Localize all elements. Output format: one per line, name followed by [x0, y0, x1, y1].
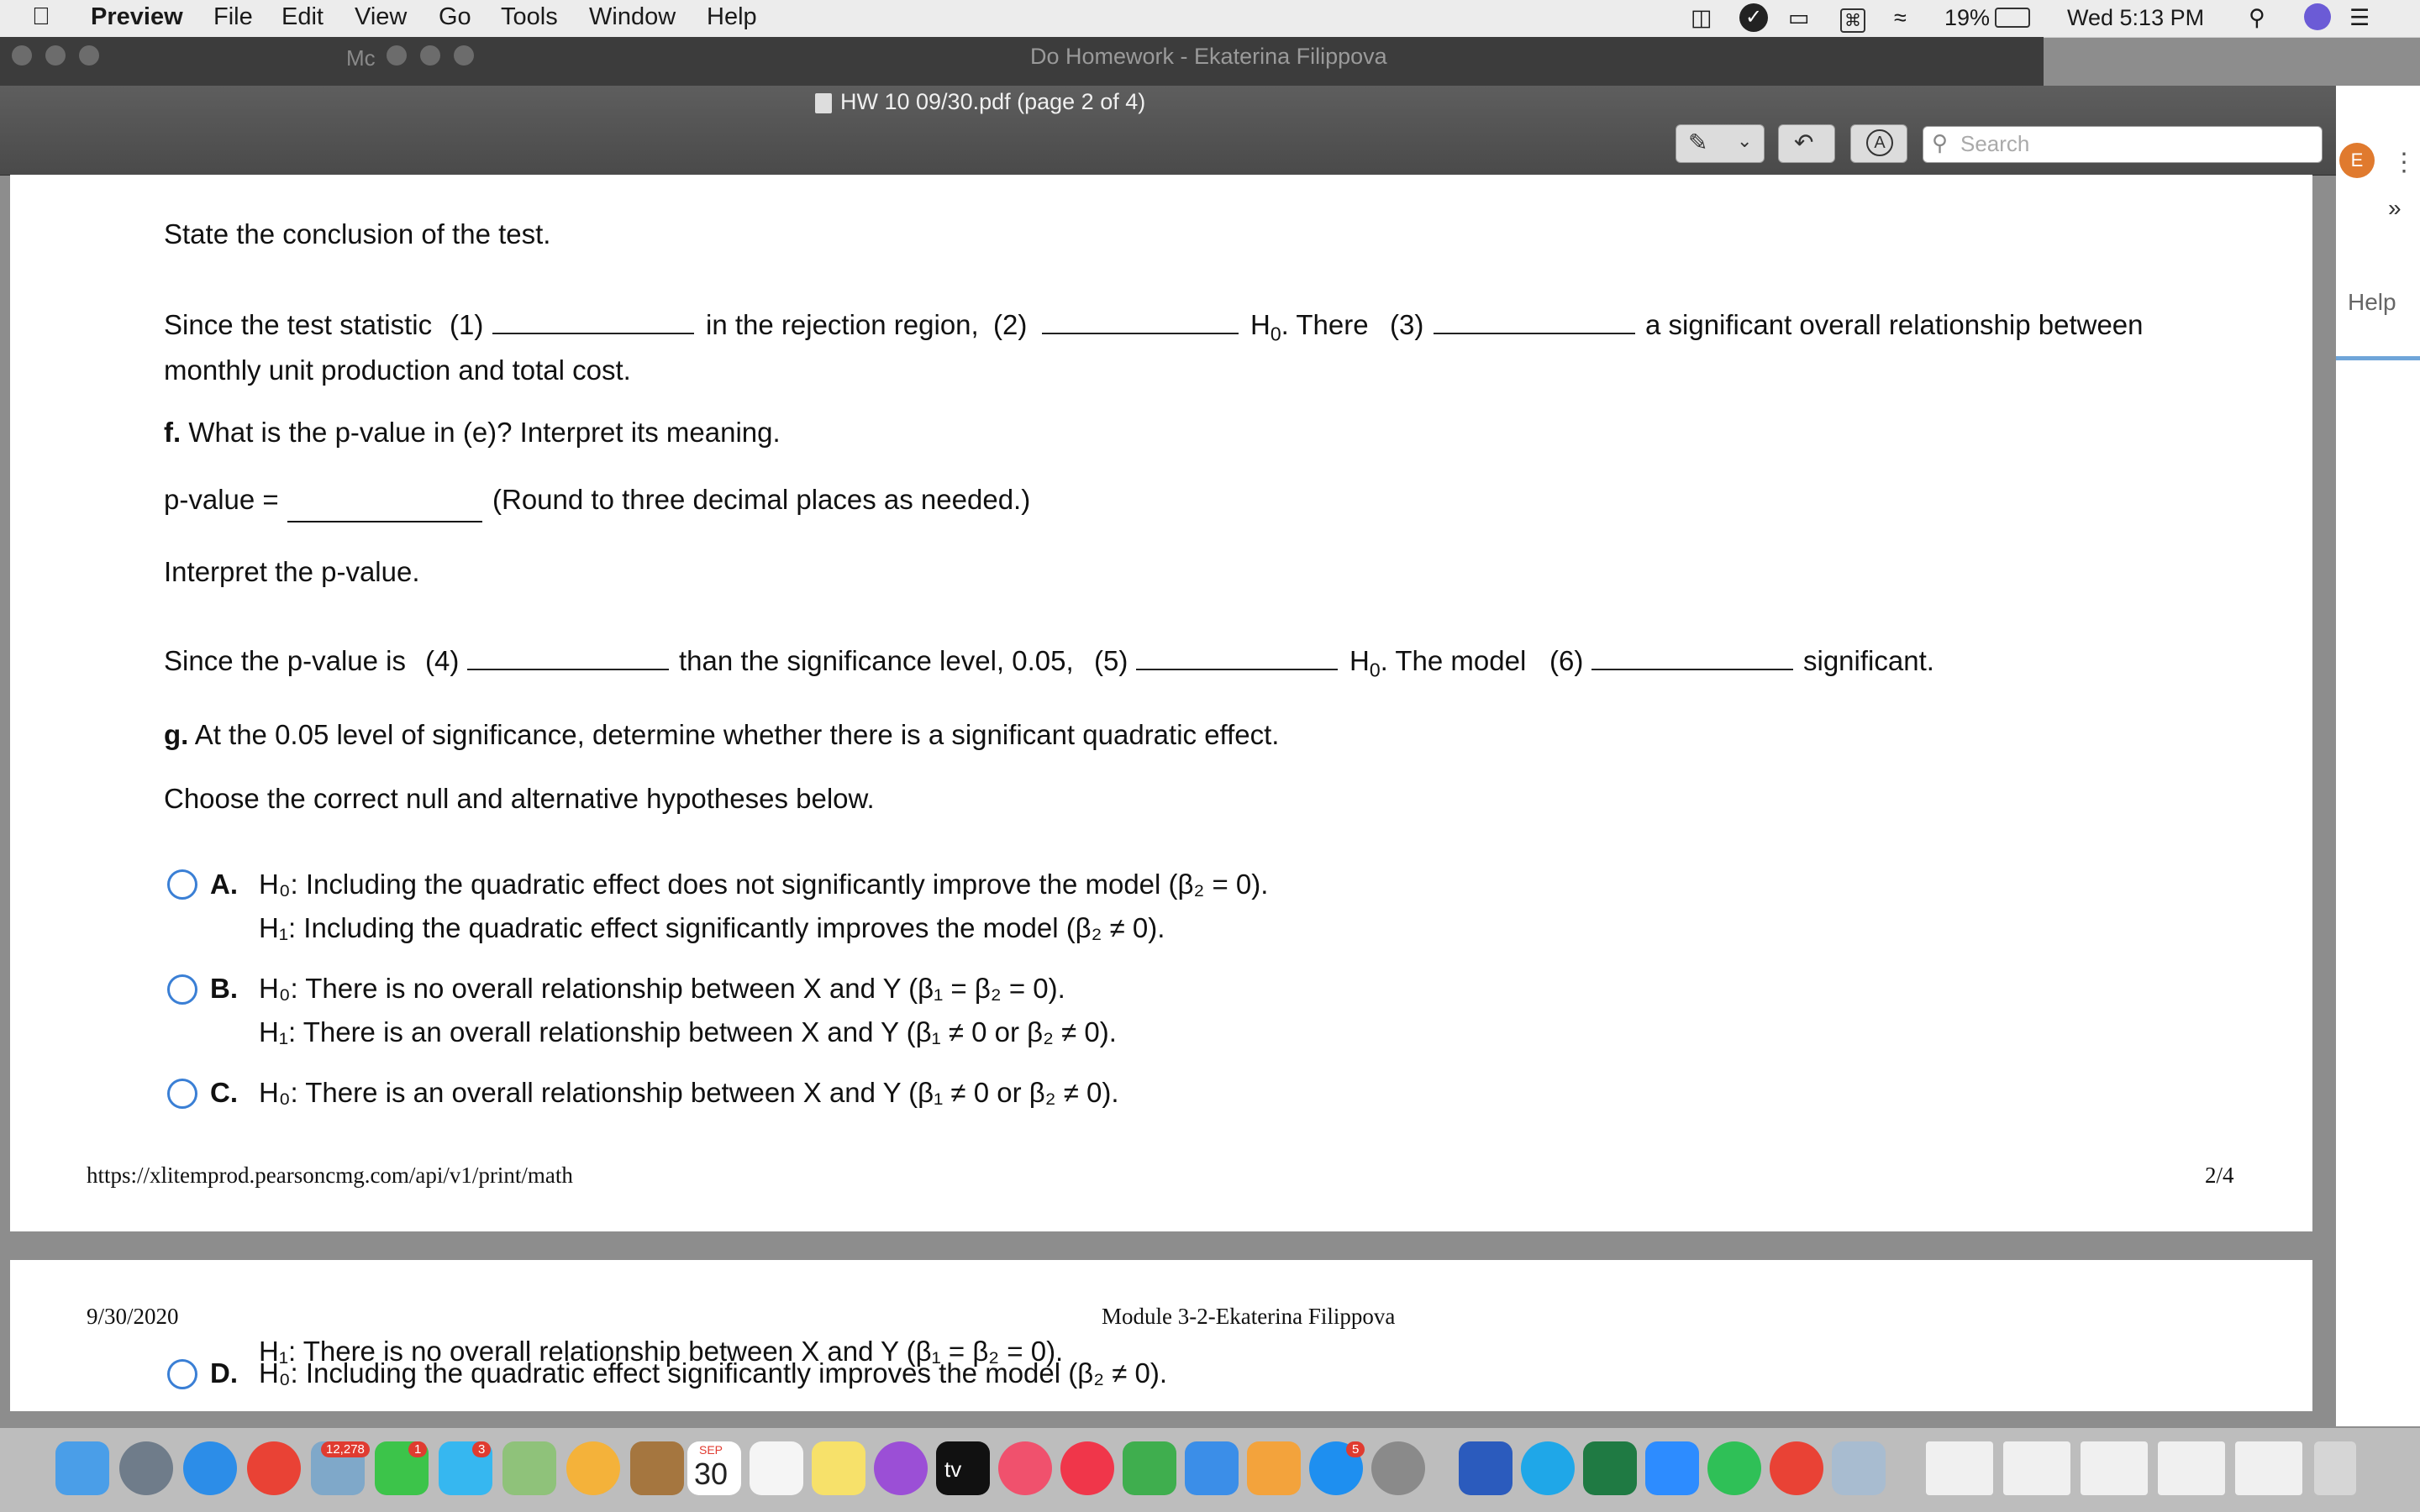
option-a-letter: A. — [210, 869, 238, 900]
option-c-line1[interactable]: H₀: There is an overall relationship between X and Y (β₁ ≠ 0 or β₂ ≠ 0). — [259, 1077, 1119, 1108]
search-icon: ⚲ — [1932, 130, 1949, 155]
background-window[interactable] — [0, 37, 2044, 87]
document-title — [815, 89, 1145, 115]
blank-number-5: (5) — [1094, 645, 1128, 676]
window-close-icon[interactable] — [12, 45, 32, 66]
more-options-icon[interactable]: ⋮ — [2391, 149, 2417, 176]
dropdown-blank-4[interactable] — [467, 669, 669, 670]
status-app-icon[interactable]: ◫ — [1691, 5, 1712, 30]
window-minimize-icon[interactable] — [45, 45, 66, 66]
blank-number-3: (3) — [1390, 309, 1424, 340]
menu-bar — [0, 0, 2420, 38]
word-icon[interactable] — [1459, 1441, 1512, 1495]
h0-letter: H — [1250, 309, 1270, 340]
dropdown-blank-2[interactable] — [1042, 333, 1239, 334]
blank-number-2: (2) — [993, 309, 1028, 340]
dropdown-blank-6[interactable] — [1591, 669, 1793, 670]
option-b-line1[interactable]: H₀: There is no overall relationship between X and Y (β₁ = β₂ = 0). — [259, 973, 1065, 1004]
minimized-window-thumbnail[interactable] — [2003, 1441, 2070, 1495]
numbers-icon[interactable] — [1123, 1441, 1176, 1495]
whatsapp-icon[interactable] — [1707, 1441, 1761, 1495]
excel-icon[interactable] — [1583, 1441, 1637, 1495]
radio-option-d[interactable] — [167, 1359, 197, 1389]
header-module: Module 3-2-Ekaterina Filippova — [1102, 1304, 1396, 1329]
rotate-icon: ↶ — [1794, 129, 1814, 155]
dropdown-blank-3[interactable] — [1434, 333, 1635, 334]
window-zoom-icon[interactable] — [454, 45, 474, 66]
footer-page-number: 2/4 — [2205, 1163, 2234, 1188]
h0-symbol-2 — [1349, 645, 1526, 682]
background-page-strip — [2336, 86, 2420, 1426]
h0-letter: H — [1349, 645, 1370, 676]
calendar-day: 30 — [694, 1457, 729, 1491]
choose-hypotheses-text: Choose the correct null and alternative hypotheses below. — [164, 783, 875, 814]
part-g-question — [164, 719, 1279, 751]
calendar-month: SEP — [699, 1443, 723, 1457]
menu-view[interactable]: View — [355, 3, 408, 30]
spotlight-search-icon[interactable]: ⚲ — [2249, 5, 2265, 30]
keyboard-icon[interactable]: ⌘ — [1840, 8, 1865, 33]
window-minimize-icon[interactable] — [420, 45, 440, 66]
preview-icon[interactable] — [1832, 1441, 1886, 1495]
blank-number-1: (1) — [450, 309, 484, 340]
search-placeholder: Search — [1960, 131, 2030, 156]
podcasts-icon[interactable] — [874, 1441, 928, 1495]
checkmark-icon[interactable]: ✓ — [1739, 3, 1768, 32]
menu-file[interactable]: File — [213, 3, 253, 30]
chrome-icon-2[interactable] — [1770, 1441, 1823, 1495]
airplay-icon[interactable]: ▭ — [1788, 5, 1810, 30]
part-f-question — [164, 417, 781, 449]
help-link[interactable]: Help — [2348, 289, 2396, 315]
window-close-icon[interactable] — [387, 45, 407, 66]
markup-pen-button[interactable] — [1676, 124, 1765, 163]
battery-percent[interactable]: 19% — [1944, 5, 1991, 30]
option-d-letter: D. — [210, 1357, 238, 1389]
option-c-letter: C. — [210, 1077, 238, 1108]
news-icon[interactable] — [1060, 1441, 1114, 1495]
conclusion-sentence-start: Since the test statistic — [164, 309, 433, 340]
chevron-down-icon: ⌄ — [1737, 130, 1753, 151]
trash-icon[interactable] — [2314, 1441, 2356, 1495]
avatar[interactable]: E — [2339, 143, 2375, 178]
markup-toolbar-button[interactable] — [1850, 124, 1907, 163]
pvalue-sentence-mid: than the significance level, 0.05, — [679, 645, 1074, 676]
conclusion-sentence-line2: monthly unit production and total cost. — [164, 354, 631, 386]
app-store-badge: 5 — [1346, 1441, 1365, 1457]
divider — [2336, 356, 2420, 360]
contacts-icon[interactable] — [630, 1441, 684, 1495]
menu-clock[interactable]: Wed 5:13 PM — [2067, 5, 2205, 30]
maps-icon[interactable] — [502, 1441, 556, 1495]
system-preferences-icon[interactable] — [1371, 1441, 1425, 1495]
dropdown-blank-1[interactable] — [492, 333, 694, 334]
minimized-window-thumbnail[interactable] — [2081, 1441, 2148, 1495]
minimized-window-thumbnail[interactable] — [1926, 1441, 1993, 1495]
pvalue-sentence-start: Since the p-value is — [164, 645, 406, 676]
chrome-icon[interactable] — [247, 1441, 301, 1495]
battery-icon[interactable] — [1995, 8, 2030, 28]
pvalue-hint: (Round to three decimal places as needed.) — [492, 484, 1031, 515]
skype-icon[interactable] — [1521, 1441, 1575, 1495]
minimized-window-thumbnail[interactable] — [2235, 1441, 2302, 1495]
pen-icon: ✎ — [1688, 129, 1708, 155]
background-window-title: Do Homework - Ekaterina Filippova — [1030, 44, 1387, 69]
part-f-text: What is the p-value in (e)? Interpret its meaning. — [188, 417, 781, 448]
launchpad-icon[interactable] — [119, 1441, 173, 1495]
menu-edit[interactable]: Edit — [281, 3, 324, 30]
more-chevron-icon[interactable]: » — [2388, 195, 2402, 221]
music-icon[interactable] — [998, 1441, 1052, 1495]
wifi-icon[interactable]: ≈ — [1894, 5, 1907, 30]
markup-icon: A — [1866, 129, 1893, 156]
dropdown-blank-5[interactable] — [1136, 669, 1338, 670]
reminders-icon[interactable] — [750, 1441, 803, 1495]
footer-url: https://xlitemprod.pearsoncmg.com/api/v1/print/math — [87, 1163, 573, 1188]
header-date: 9/30/2020 — [87, 1304, 179, 1329]
blank-number-4: (4) — [425, 645, 460, 676]
radio-option-b[interactable] — [167, 974, 197, 1005]
menu-tools[interactable]: Tools — [501, 3, 558, 30]
option-d-line2[interactable]: H₁: There is no overall relationship between X and Y (β₁ = β₂ = 0). — [259, 1336, 1064, 1367]
notification-center-icon[interactable]: ☰ — [2349, 5, 2370, 30]
state-conclusion-text: State the conclusion of the test. — [164, 218, 551, 249]
conclusion-sentence-end: a significant overall relationship between — [1645, 309, 2144, 340]
zoom-icon[interactable] — [1645, 1441, 1699, 1495]
option-a-line1[interactable]: H₀: Including the quadratic effect does not significantly improve the model (β₂ = 0). — [259, 869, 1269, 900]
window-zoom-icon[interactable] — [79, 45, 99, 66]
photos-icon[interactable] — [566, 1441, 620, 1495]
app-menu[interactable]: Preview — [91, 3, 183, 30]
significant-text: significant. — [1803, 645, 1934, 676]
apple-menu-icon[interactable] — [32, 3, 50, 31]
blank-number-6: (6) — [1549, 645, 1584, 676]
h0-subscript: 0 — [1270, 323, 1281, 345]
siri-icon[interactable] — [2304, 3, 2331, 30]
safari-icon[interactable] — [183, 1441, 237, 1495]
menu-window[interactable]: Window — [589, 3, 676, 30]
h0-symbol — [1250, 309, 1369, 346]
browser-tab-fragment[interactable]: Mc — [346, 45, 376, 71]
messages-badge: 3 — [472, 1441, 491, 1457]
option-a-line2[interactable]: H₁: Including the quadratic effect significantly improves the model (β₂ ≠ 0). — [259, 912, 1165, 943]
option-b-letter: B. — [210, 973, 238, 1004]
menu-help[interactable]: Help — [707, 3, 757, 30]
option-b-line2[interactable]: H₁: There is an overall relationship between X and Y (β₁ ≠ 0 or β₂ ≠ 0). — [259, 1016, 1117, 1047]
model-text: . The model — [1380, 645, 1527, 676]
option-d-line1[interactable]: H₀: Including the quadratic effect significantly improves the model (β₂ ≠ 0). — [259, 1357, 1167, 1389]
pvalue-label: p-value = — [164, 484, 279, 515]
part-g-label: g. — [164, 719, 189, 750]
document-title-text: HW 10 09/30.pdf (page 2 of 4) — [840, 89, 1146, 114]
menu-go[interactable]: Go — [439, 3, 471, 30]
keynote-icon[interactable] — [1185, 1441, 1239, 1495]
pvalue-input[interactable] — [287, 521, 482, 522]
there-text: . There — [1281, 309, 1369, 340]
finder-icon[interactable] — [55, 1441, 109, 1495]
notes-icon[interactable] — [812, 1441, 865, 1495]
rotate-button[interactable] — [1778, 124, 1835, 163]
photos-badge: 12,278 — [321, 1441, 370, 1457]
part-g-text: At the 0.05 level of significance, determine whether there is a significant quadratic effect. — [194, 719, 1280, 750]
pages-icon[interactable] — [1247, 1441, 1301, 1495]
facetime-badge: 1 — [408, 1441, 427, 1457]
apple-tv-label: tv — [944, 1457, 962, 1482]
h0-subscript: 0 — [1369, 659, 1381, 681]
radio-option-c[interactable] — [167, 1079, 197, 1109]
interpret-text: Interpret the p-value. — [164, 556, 420, 587]
part-f-label: f. — [164, 417, 182, 448]
radio-option-a[interactable] — [167, 869, 197, 900]
minimized-window-thumbnail[interactable] — [2158, 1441, 2225, 1495]
conclusion-sentence-mid: in the rejection region, — [706, 309, 979, 340]
pdf-file-icon — [815, 93, 832, 113]
